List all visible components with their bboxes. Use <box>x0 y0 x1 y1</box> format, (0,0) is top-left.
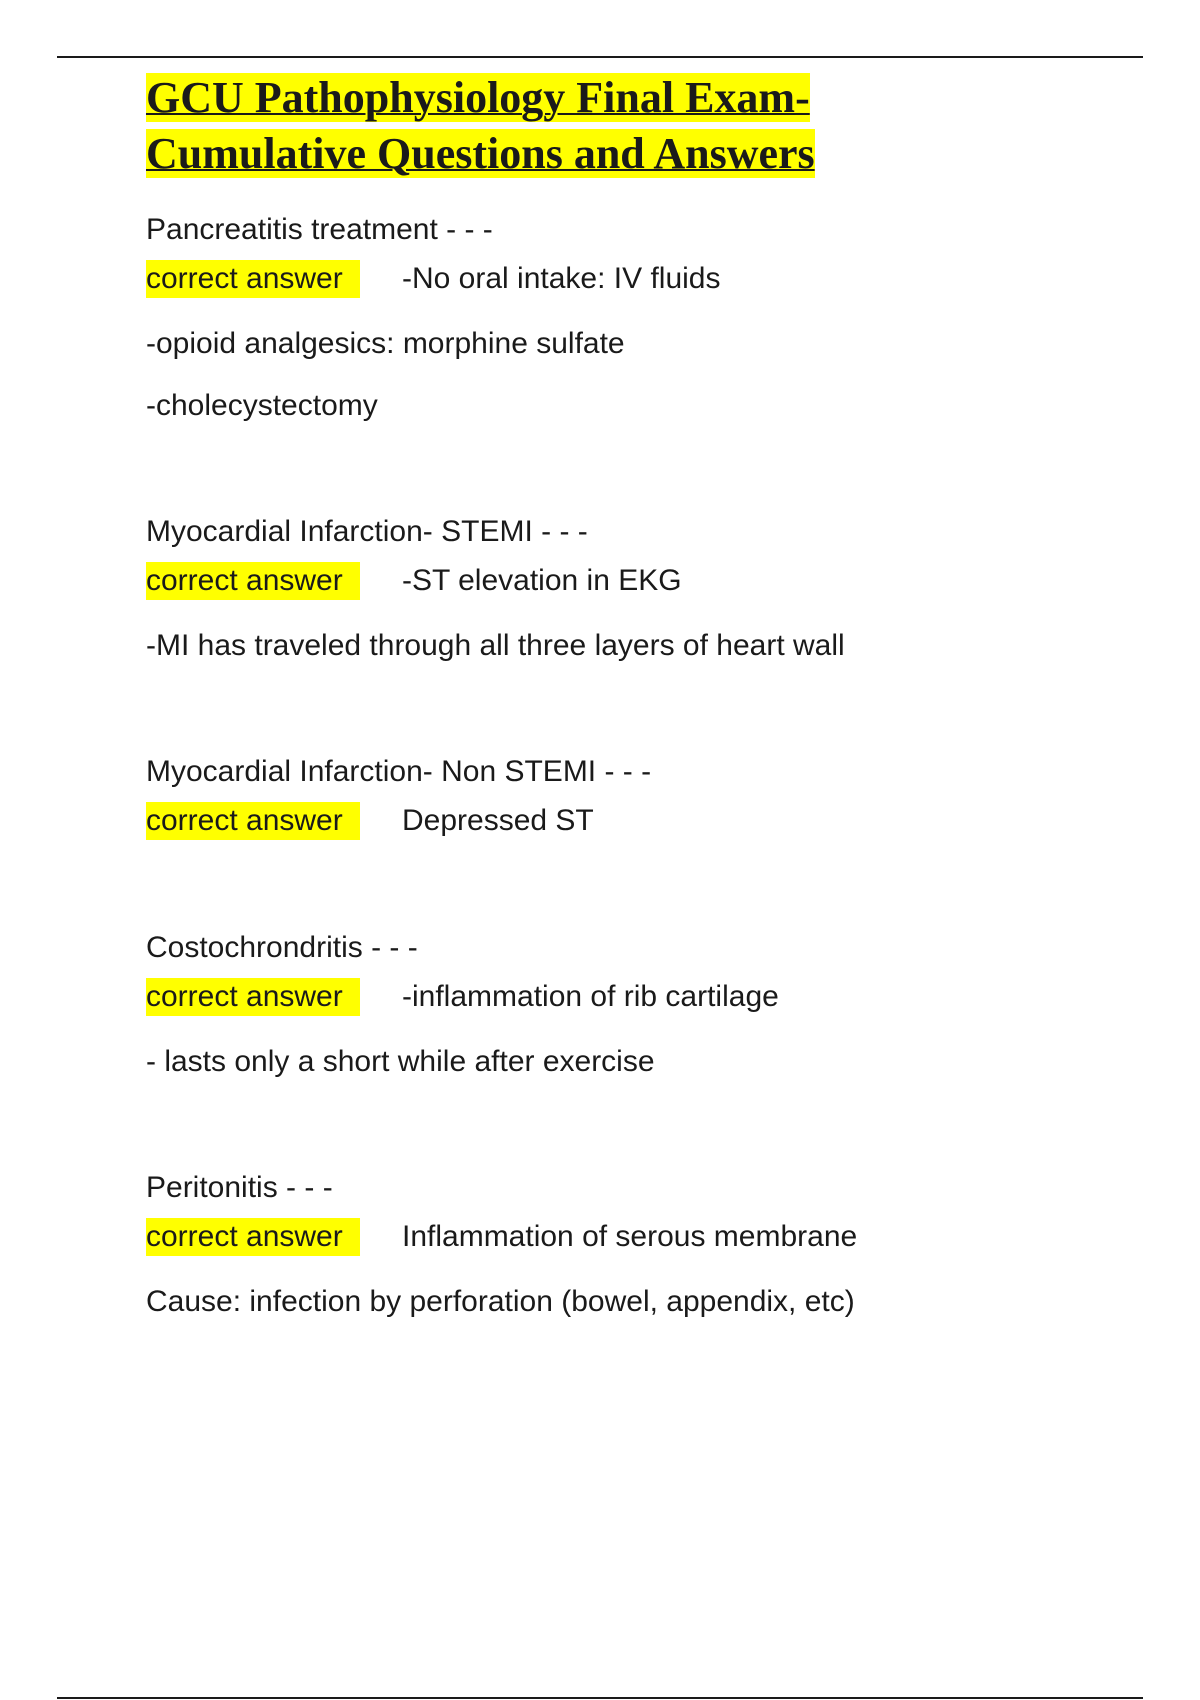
correct-answer-label: correct answer <box>146 562 360 600</box>
qa-item <box>146 930 1126 1080</box>
title-line-2: Cumulative Questions and Answers <box>146 129 815 178</box>
answer-row <box>146 978 1126 1016</box>
question-text: Myocardial Infarction- STEMI - - - <box>146 515 588 548</box>
question-text: Pancreatitis treatment - - - <box>146 213 493 246</box>
bottom-rule <box>57 1697 1143 1699</box>
correct-answer-label: correct answer <box>146 260 360 298</box>
answer-row <box>146 1218 1126 1256</box>
title-line-1: GCU Pathophysiology Final Exam- <box>146 73 810 122</box>
correct-answer-label: correct answer <box>146 802 360 840</box>
answer-detail: -opioid analgesics: morphine sulfate <box>146 327 625 360</box>
answer-text: -No oral intake: IV fluids <box>402 262 721 295</box>
qa-item <box>146 212 1126 424</box>
answer-row <box>146 260 1126 298</box>
question-text: Myocardial Infarction- Non STEMI - - - <box>146 755 652 788</box>
qa-list <box>146 212 1126 1320</box>
qa-item <box>146 754 1126 840</box>
question-text: Costochrondritis - - - <box>146 931 418 964</box>
answer-detail: Cause: infection by perforation (bowel, appendix, etc) <box>146 1285 855 1318</box>
answer-row <box>146 802 1126 840</box>
qa-item <box>146 514 1126 664</box>
question-text: Peritonitis - - - <box>146 1171 333 1204</box>
answer-row <box>146 562 1126 600</box>
document-title <box>146 70 1126 182</box>
answer-detail: -cholecystectomy <box>146 389 378 422</box>
top-rule <box>57 56 1143 58</box>
answer-detail: -MI has traveled through all three layers of heart wall <box>146 629 845 662</box>
document-body <box>146 70 1126 1320</box>
qa-item <box>146 1170 1126 1320</box>
correct-answer-label: correct answer <box>146 978 360 1016</box>
answer-detail: - lasts only a short while after exercise <box>146 1045 655 1078</box>
answer-text: -inflammation of rib cartilage <box>402 980 779 1013</box>
correct-answer-label: correct answer <box>146 1218 360 1256</box>
answer-text: -ST elevation in EKG <box>402 564 682 597</box>
answer-text: Inflammation of serous membrane <box>402 1220 858 1253</box>
answer-text: Depressed ST <box>402 804 594 837</box>
